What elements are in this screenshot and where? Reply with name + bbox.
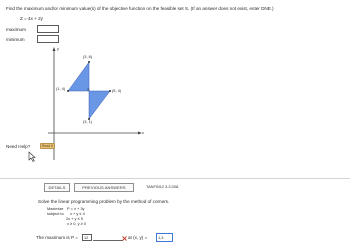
at-point-label: at (x, y) = — [128, 235, 148, 240]
maximize-label: Maximize — [47, 206, 64, 211]
point-input[interactable]: 1,3 — [156, 233, 173, 242]
vertex-label: (3, 1) — [83, 119, 93, 124]
constraint: x ≥ 0, y ≥ 0 — [67, 221, 86, 226]
previous-answers-button[interactable]: PREVIOUS ANSWERS — [74, 183, 134, 192]
subject-to-label: subject to — [47, 211, 64, 216]
maximum-label: maximum — [6, 27, 26, 32]
problem-reference: TANFIN12 3.3.008. — [146, 184, 180, 189]
vertex-label: (3, 6) — [83, 54, 93, 59]
region-label: S — [87, 87, 90, 92]
max-value-underline — [93, 240, 123, 241]
vertex-point — [88, 61, 90, 63]
constraint: x + y ≤ 4 — [70, 211, 85, 216]
problem2-objective: P = x + 3y — [67, 206, 85, 211]
cursor-icon — [28, 152, 36, 162]
details-button[interactable]: DETAILS — [44, 183, 70, 192]
read-it-button[interactable]: Read It — [41, 144, 54, 148]
vertex-point — [67, 90, 69, 92]
problem2-instruction: Solve the linear programming problem by the method of corners. — [38, 199, 170, 204]
max-value-input[interactable]: 12 — [82, 234, 92, 241]
problem1-instruction: Find the maximum and/or minimum value(s) of the objective function on the feasible set S. (If an answer does not exist, enter DNE.) — [6, 6, 274, 11]
y-axis-arrow — [53, 47, 56, 51]
y-axis-label: y — [57, 46, 59, 51]
x-axis-label: x — [142, 130, 144, 135]
vertex-point — [109, 90, 111, 92]
cross-icon — [122, 236, 127, 241]
max-label: The maximum is P = — [36, 235, 78, 240]
section-divider — [0, 178, 350, 179]
constraint: 2x + y ≤ 5 — [66, 216, 83, 221]
vertex-label: (1, 4) — [56, 86, 66, 91]
need-help-label: Need Help? — [6, 144, 31, 149]
objective-function: Z = 4x + 2y — [20, 16, 43, 21]
vertex-label: (5, 4) — [112, 88, 122, 93]
minimum-label: minimum — [6, 37, 25, 42]
